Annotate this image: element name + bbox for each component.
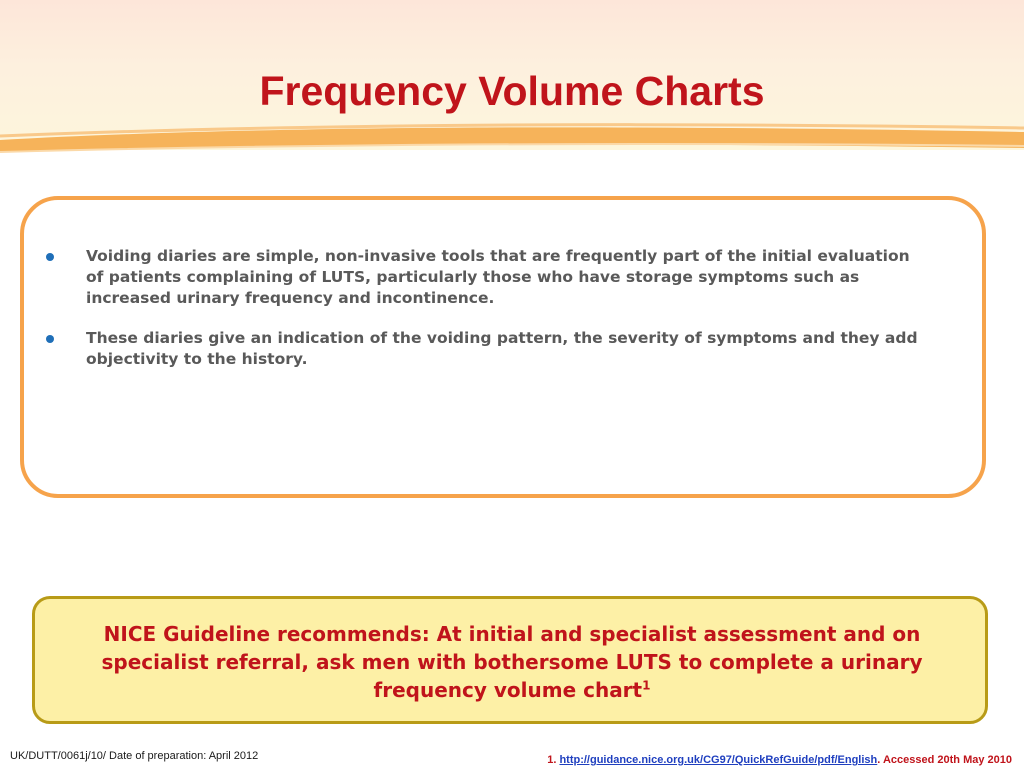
slide-title: Frequency Volume Charts: [259, 68, 765, 114]
bullet-text: Voiding diaries are simple, non-invasive tools that are frequently part of the initial evaluation of patients complaining of LUTS, particularly those who have storage symptoms such as increased urinary frequency and incontinence.: [86, 247, 910, 307]
footer-reference: [547, 754, 1012, 766]
bullet-dot-icon: [46, 335, 54, 343]
bullet-text: These diaries give an indication of the voiding pattern, the severity of symptoms and they add objectivity to the history.: [86, 329, 918, 368]
reference-link[interactable]: http://guidance.nice.org.uk/CG97/QuickRefGuide/pdf/English: [559, 754, 878, 766]
nice-guideline-text: [50, 620, 974, 704]
bullet-item: [46, 328, 926, 370]
reference-suffix: . Accessed 20th May 2010: [877, 754, 1012, 766]
header-swoosh-decoration: [0, 118, 1024, 158]
nice-guideline-statement: NICE Guideline recommends: At initial and specialist assessment and on specialist referral, ask men with bothersome LUTS to complete a urinary frequency volume chart: [101, 622, 923, 702]
bullet-dot-icon: [46, 253, 54, 261]
footer-preparation-info: UK/DUTT/0061j/10/ Date of preparation: April 2012: [10, 750, 259, 762]
bullet-list: [46, 246, 926, 389]
bullet-item: [46, 246, 926, 309]
reference-number: 1.: [547, 754, 557, 766]
reference-superscript: 1: [642, 678, 651, 693]
